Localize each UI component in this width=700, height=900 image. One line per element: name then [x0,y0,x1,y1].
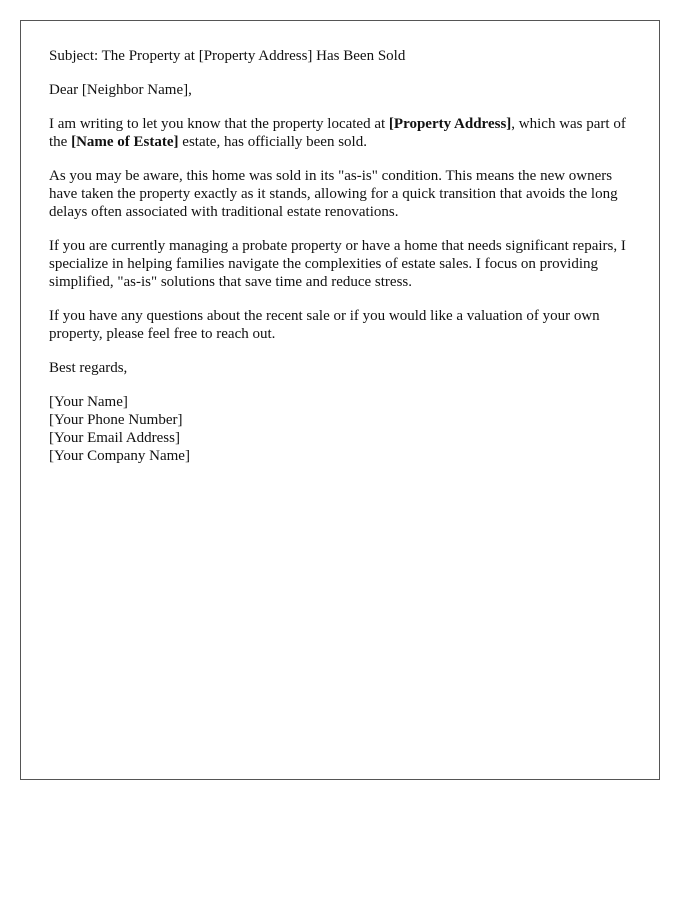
subject-line: Subject: The Property at [Property Address] Has Been Sold [49,48,406,64]
signature-company: [Your Company Name] [49,448,190,464]
paragraph-intro-text-3: estate, has officially been sold. [178,134,367,150]
signature-name: [Your Name] [49,394,128,410]
letter-body [49,47,639,465]
signature-phone: [Your Phone Number] [49,412,183,428]
estate-name-placeholder: [Name of Estate] [71,134,179,150]
paragraph-contact: If you have any questions about the recent sale or if you would like a valuation of your own property, please feel free to reach out. [49,308,600,342]
signature-email: [Your Email Address] [49,430,180,446]
closing: Best regards, [49,360,128,376]
signature-block [49,393,639,465]
property-address-placeholder: [Property Address] [388,116,512,132]
paragraph-intro [49,115,639,151]
letter-page [20,20,660,780]
paragraph-services: If you are currently managing a probate property or have a home that needs significant repairs, I specialize in helping families navigate the complexities of estate sales. I focus on providing simplified, "as-is" solutions that save time and reduce stress. [49,238,626,290]
paragraph-intro-text-1: I am writing to let you know that the property located at [49,116,389,132]
paragraph-intro-text-2: , which was part of the [49,116,626,150]
salutation: Dear [Neighbor Name], [49,82,192,98]
paragraph-as-is: As you may be aware, this home was sold in its "as-is" condition. This means the new owners have taken the property exactly as it stands, allowing for a quick transition that avoids the long delays often associated with traditional estate renovations. [49,168,618,220]
